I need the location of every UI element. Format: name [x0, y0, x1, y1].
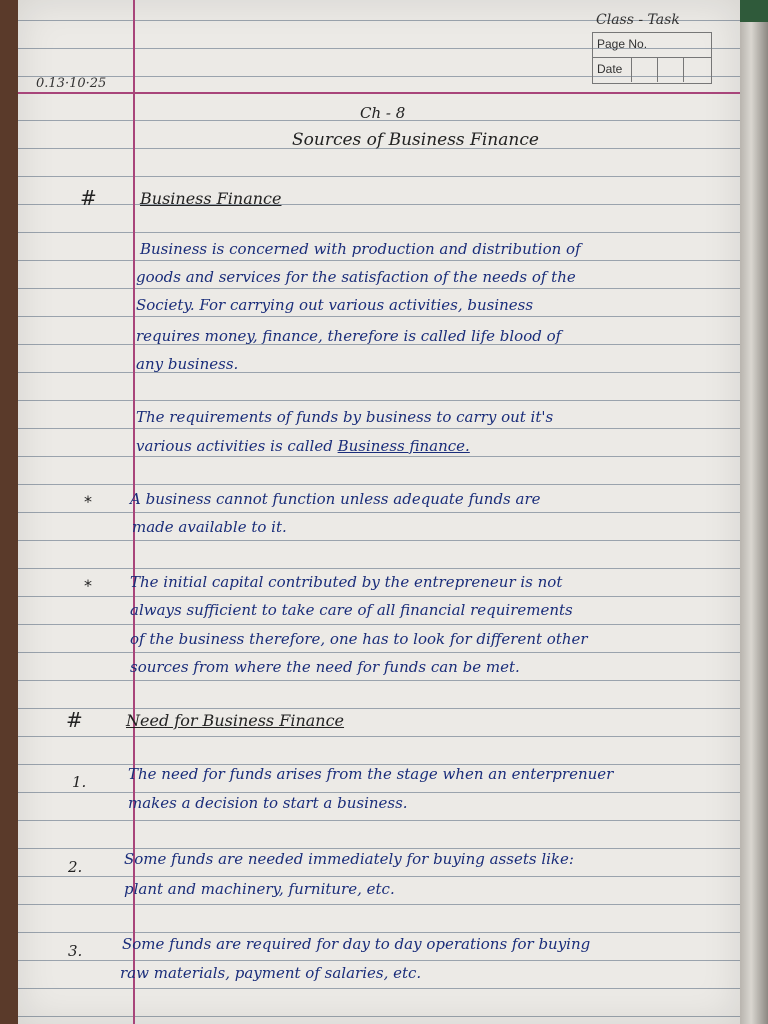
page-edge [740, 0, 768, 1024]
para1-line: Society. For carrying out various activities, business [136, 296, 534, 314]
para2-term: Business finance. [337, 437, 470, 455]
bullet-line: always sufficient to take care of all financial requirements [130, 601, 573, 619]
date-cells [631, 58, 709, 82]
bullet-line: A business cannot function unless adequate funds are [130, 490, 541, 508]
para1-line: goods and services for the satisfaction of the needs of the [136, 268, 576, 286]
item-line: makes a decision to start a business. [128, 794, 408, 812]
page-no-label: Page No. [597, 37, 648, 51]
para2-line: The requirements of funds by business to carry out it's [136, 408, 554, 426]
chapter-number: Ch - 8 [360, 104, 406, 122]
bullet-line: of the business therefore, one has to look for different other [130, 630, 588, 648]
written-date: 0.13·10·25 [36, 76, 107, 91]
item-line: Some funds are required for day to day operations for buying [122, 935, 591, 953]
item-number: 2. [68, 858, 83, 876]
date-row [593, 58, 711, 82]
item-line: The need for funds arises from the stage when an enterprenuer [128, 765, 614, 783]
background-corner [740, 0, 768, 22]
para2-text: various activities is called [136, 437, 338, 455]
page-title: Sources of Business Finance [292, 130, 539, 150]
bullet-line: made available to it. [132, 518, 287, 536]
section1-marker: # [80, 186, 97, 210]
page-no-row [593, 33, 711, 58]
bullet-line: The initial capital contributed by the entrepreneur is not [130, 573, 563, 591]
item-line: raw materials, payment of salaries, etc. [120, 964, 422, 982]
item-line: plant and machinery, furniture, etc. [124, 880, 395, 898]
bullet-line: sources from where the need for funds can be met. [130, 658, 520, 676]
para1-line: Business is concerned with production and distribution of [140, 240, 581, 258]
notebook-page [18, 0, 740, 1024]
bullet-marker: * [84, 576, 92, 595]
item-number: 3. [68, 942, 83, 960]
class-task-note: Class - Task [596, 12, 680, 28]
para1-line: any business. [136, 355, 239, 373]
page-meta-box [592, 32, 712, 84]
margin-line [133, 0, 135, 1024]
section2-marker: # [66, 708, 83, 732]
para1-line: requires money, finance, therefore is called life blood of [136, 327, 562, 345]
section1-heading: Business Finance [140, 189, 282, 208]
section2-heading: Need for Business Finance [126, 711, 345, 730]
header-line [18, 92, 740, 94]
date-label: Date [597, 62, 623, 76]
item-number: 1. [72, 773, 87, 791]
para2-line [136, 437, 470, 455]
item-line: Some funds are needed immediately for buying assets like: [124, 850, 574, 868]
bullet-marker: * [84, 492, 92, 511]
